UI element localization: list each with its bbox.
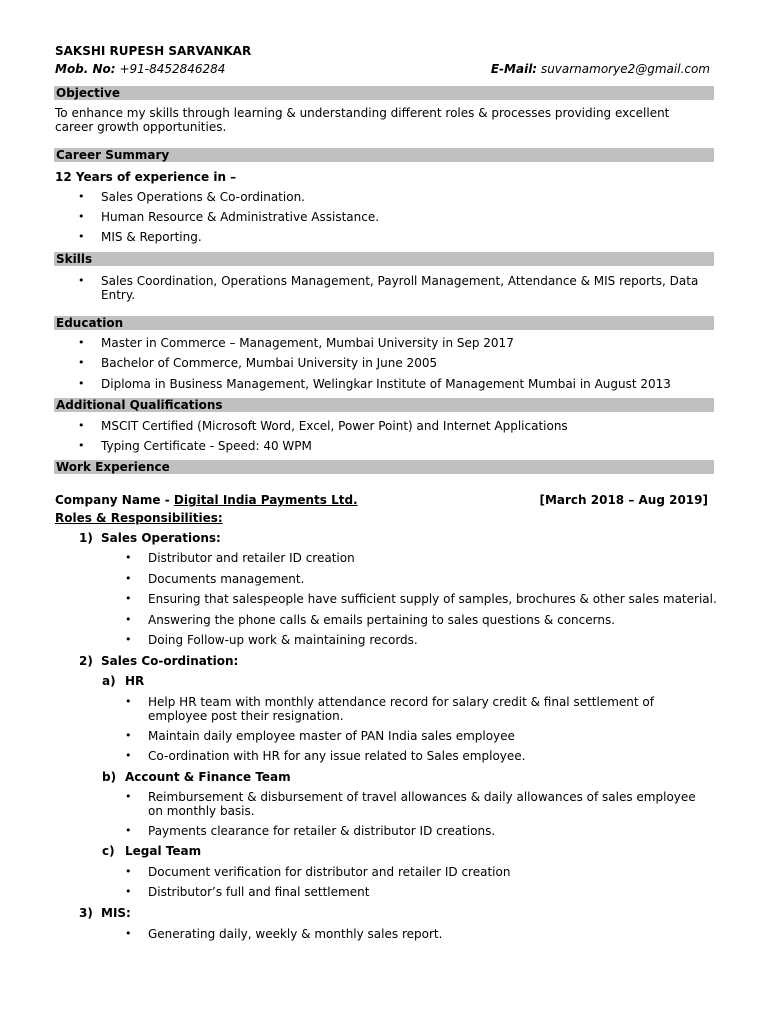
hr-item: Help HR team with monthly attendance record for salary credit & final settlement of employee post their resignation. bbox=[148, 695, 654, 723]
bullet-icon: • bbox=[125, 551, 132, 564]
mis-item: Generating daily, weekly & monthly sales report. bbox=[148, 927, 443, 941]
objective-text: To enhance my skills through learning & understanding different roles & processes providing excellent career growth opportunities. bbox=[55, 106, 670, 134]
sales-operations-item: Doing Follow-up work & maintaining records. bbox=[148, 633, 418, 647]
candidate-name: SAKSHI RUPESH SARVANKAR bbox=[55, 44, 252, 58]
additional-item: MSCIT Certified (Microsoft Word, Excel, Power Point) and Internet Applications bbox=[101, 419, 568, 433]
bullet-icon: • bbox=[78, 274, 85, 287]
skills-heading: Skills bbox=[54, 252, 714, 266]
subsection-title: HR bbox=[125, 674, 145, 688]
bullet-icon: • bbox=[125, 592, 132, 605]
education-item: Diploma in Business Management, Welingkar Institute of Management Mumbai in August 2013 bbox=[101, 377, 671, 391]
hr-item: Maintain daily employee master of PAN India sales employee bbox=[148, 729, 515, 743]
objective-heading: Objective bbox=[54, 86, 714, 100]
finance-item: Payments clearance for retailer & distributor ID creations. bbox=[148, 824, 496, 838]
bullet-icon: • bbox=[125, 865, 132, 878]
section-title: Sales Co-ordination: bbox=[101, 654, 239, 668]
subsection-letter: a) bbox=[102, 674, 116, 688]
subsection-title: Account & Finance Team bbox=[125, 770, 291, 784]
career-summary-item: MIS & Reporting. bbox=[101, 230, 202, 244]
email-line bbox=[491, 62, 710, 76]
employment-period: [March 2018 – Aug 2019] bbox=[539, 493, 708, 507]
mobile-value: +91-8452846284 bbox=[119, 62, 226, 76]
subsection-title: Legal Team bbox=[125, 844, 202, 858]
bullet-icon: • bbox=[78, 356, 85, 369]
subsection-letter: b) bbox=[102, 770, 117, 784]
company-line bbox=[55, 493, 358, 507]
work-experience-heading: Work Experience bbox=[54, 460, 714, 474]
finance-item: Reimbursement & disbursement of travel allowances & daily allowances of sales employee on monthly basis. bbox=[148, 790, 696, 818]
mobile-line bbox=[55, 62, 225, 76]
company-label: Company Name - bbox=[55, 493, 170, 507]
mobile-label: Mob. No: bbox=[55, 62, 116, 76]
email-label: E-Mail: bbox=[490, 62, 538, 76]
bullet-icon: • bbox=[125, 927, 132, 940]
bullet-icon: • bbox=[125, 613, 132, 626]
education-heading: Education bbox=[54, 316, 714, 330]
sales-operations-item: Answering the phone calls & emails pertaining to sales questions & concerns. bbox=[148, 613, 616, 627]
section-number: 3) bbox=[79, 906, 93, 920]
bullet-icon: • bbox=[125, 729, 132, 742]
bullet-icon: • bbox=[78, 336, 85, 349]
section-number: 2) bbox=[79, 654, 93, 668]
legal-item: Distributor’s full and final settlement bbox=[148, 885, 370, 899]
bullet-icon: • bbox=[125, 749, 132, 762]
section-number: 1) bbox=[79, 531, 93, 545]
career-summary-item: Sales Operations & Co-ordination. bbox=[101, 190, 305, 204]
education-item: Bachelor of Commerce, Mumbai University in June 2005 bbox=[101, 356, 438, 370]
bullet-icon: • bbox=[125, 572, 132, 585]
bullet-icon: • bbox=[125, 824, 132, 837]
bullet-icon: • bbox=[78, 190, 85, 203]
bullet-icon: • bbox=[78, 439, 85, 452]
bullet-icon: • bbox=[125, 695, 132, 708]
skills-item: Sales Coordination, Operations Management, Payroll Management, Attendance & MIS reports, Data Entry. bbox=[101, 274, 699, 302]
roles-label: Roles & Responsibilities: bbox=[55, 511, 223, 525]
section-title: MIS: bbox=[101, 906, 131, 920]
additional-item: Typing Certificate - Speed: 40 WPM bbox=[101, 439, 312, 453]
bullet-icon: • bbox=[78, 419, 85, 432]
sales-operations-item: Documents management. bbox=[148, 572, 305, 586]
section-title: Sales Operations: bbox=[101, 531, 221, 545]
bullet-icon: • bbox=[125, 885, 132, 898]
company-name: Digital India Payments Ltd. bbox=[173, 493, 358, 507]
career-summary-item: Human Resource & Administrative Assistance. bbox=[101, 210, 380, 224]
bullet-icon: • bbox=[125, 790, 132, 803]
email-value: suvarnamorye2@gmail.com bbox=[540, 62, 710, 76]
sales-operations-item: Distributor and retailer ID creation bbox=[148, 551, 355, 565]
subsection-letter: c) bbox=[102, 844, 115, 858]
bullet-icon: • bbox=[78, 210, 85, 223]
career-summary-heading: Career Summary bbox=[54, 148, 714, 162]
bullet-icon: • bbox=[125, 633, 132, 646]
bullet-icon: • bbox=[78, 377, 85, 390]
sales-operations-item: Ensuring that salespeople have sufficient supply of samples, brochures & other sales material. bbox=[148, 592, 717, 606]
additional-qualifications-heading: Additional Qualifications bbox=[54, 398, 714, 412]
legal-item: Document verification for distributor and retailer ID creation bbox=[148, 865, 511, 879]
hr-item: Co-ordination with HR for any issue related to Sales employee. bbox=[148, 749, 526, 763]
career-summary-intro: 12 Years of experience in – bbox=[55, 170, 237, 184]
bullet-icon: • bbox=[78, 230, 85, 243]
education-item: Master in Commerce – Management, Mumbai University in Sep 2017 bbox=[101, 336, 514, 350]
